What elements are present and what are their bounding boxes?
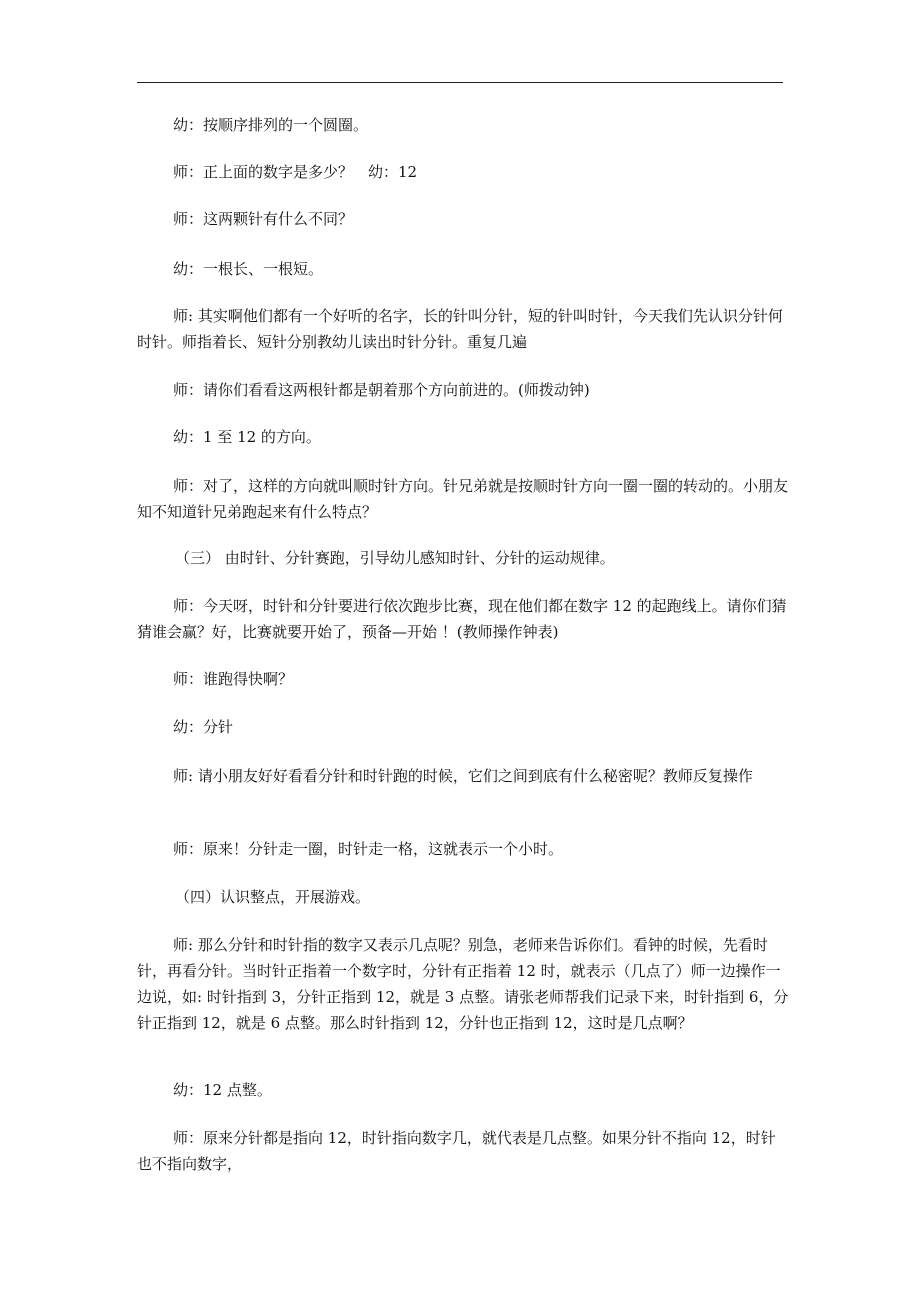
paragraph: 师: 其实啊他们都有一个好听的名字，长的针叫分针，短的针叫时针，今天我们先认识分针何时针。师指着长、短针分别教幼儿读出时针分针。重复几遍	[137, 307, 783, 351]
header-rule	[137, 82, 783, 83]
section-heading: （四）认识整点，开展游戏。	[175, 888, 371, 906]
paragraph: 师：正上面的数字是多少？ 幼：12	[173, 163, 418, 181]
paragraph: 幼：按顺序排列的一个圆圈。	[173, 116, 369, 134]
paragraph: 师: 请小朋友好好看看分针和时针跑的时候，它们之间到底有什么秘密呢？教师反复操作	[173, 767, 753, 785]
paragraph: 幼：分针	[173, 718, 234, 736]
paragraph: 幼：12 点整。	[173, 1081, 272, 1099]
paragraph: 师: 那么分针和时针指的数字又表示几点呢？别急，老师来告诉你们。看钟的时候，先看时针，再看分针。当时针正指着一个数字时，分针有正指着 12 时，就表示（几点了）师一边操作一边说，如: 时针指到 3，分针正指到 12，就是 3 点整。请张老师帮我们记录下来，时针指到 6，分针正指到 12，就是 6 点整。那么时针指到 12，分针也正指到 12，这时是几点啊？	[137, 936, 789, 1032]
paragraph: 师：请你们看看这两根针都是朝着那个方向前进的。(师拨动钟)	[173, 381, 590, 399]
paragraph: 师：这两颗针有什么不同？	[173, 210, 354, 228]
section-heading: （三） 由时针、分针赛跑，引导幼儿感知时针、分针的运动规律。	[175, 549, 615, 567]
paragraph: 师：原来！分针走一圈，时针走一格，这就表示一个小时。	[173, 840, 564, 858]
paragraph: 师：对了，这样的方向就叫顺时针方向。针兄弟就是按顺时针方向一圈一圈的转动的。小朋友知不知道针兄弟跑起来有什么特点？	[137, 477, 789, 521]
paragraph: 师：原来分针都是指向 12，时针指向数字几，就代表是几点整。如果分针不指向 12，时针也不指向数字，	[137, 1129, 776, 1173]
paragraph: 师：今天呀，时针和分针要进行依次跑步比赛，现在他们都在数字 12 的起跑线上。请你们猜猜谁会赢？好，比赛就要开始了，预备—开始 ！(教师操作钟表)	[137, 597, 787, 641]
paragraph: 幼：一根长、一根短。	[173, 260, 324, 278]
paragraph: 师：谁跑得快啊？	[173, 670, 294, 688]
paragraph: 幼：1 至 12 的方向。	[173, 428, 321, 446]
